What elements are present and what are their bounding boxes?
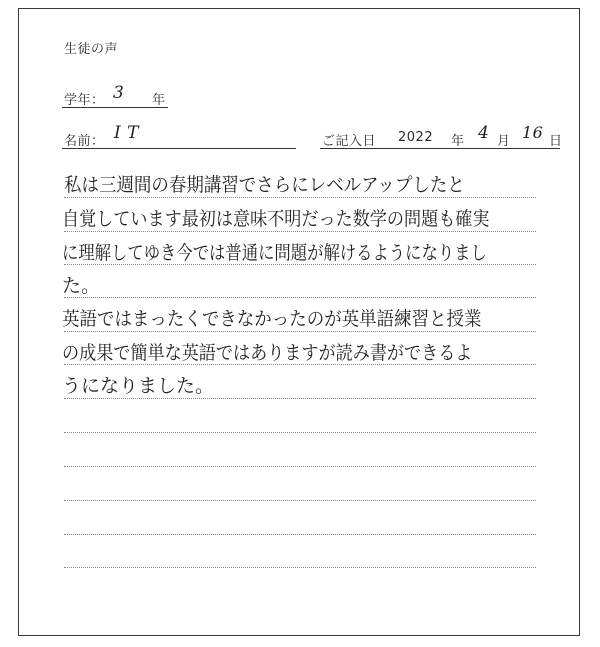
ruled-line [64, 364, 536, 365]
comment-line: 私は三週間の春期講習でさらにレベルアップしたと [64, 174, 465, 196]
grade-underline [62, 107, 168, 108]
month-unit: 月 [497, 134, 511, 149]
ruled-line [64, 398, 536, 399]
comment-line: 英語ではまったくできなかったのが英単語練習と授業 [62, 308, 482, 330]
ruled-line [64, 264, 536, 265]
ruled-line [64, 534, 536, 535]
ruled-line [64, 500, 536, 501]
year-unit: 年 [451, 134, 465, 149]
ruled-line [64, 466, 536, 467]
ruled-line [64, 197, 536, 198]
name-label: 名前： [64, 134, 105, 149]
name-underline [62, 148, 296, 149]
comment-line: に理解してゆき今では普通に問題が解けるようになりまし [62, 242, 487, 264]
ruled-line [64, 331, 536, 332]
ruled-line [64, 297, 536, 298]
form-title: 生徒の声 [64, 42, 119, 57]
comment-line: の成果で簡単な英語ではありますが読み書ができるよ [62, 342, 473, 364]
grade-label: 学年： [64, 93, 105, 108]
date-month: 4 [478, 123, 490, 143]
day-unit: 日 [549, 134, 563, 149]
grade-value: 3 [113, 83, 125, 103]
ruled-line [64, 432, 536, 433]
name-value: I T [114, 123, 139, 143]
ruled-line [64, 567, 536, 568]
comment-line: うになりました。 [62, 375, 215, 397]
date-year: 2022 [398, 130, 434, 145]
date-underline [320, 148, 560, 149]
comment-line: 自覚しています最初は意味不明だった数学の問題も確実 [62, 208, 490, 230]
comment-line: た。 [62, 275, 101, 297]
date-day: 16 [522, 123, 544, 142]
grade-suffix: 年 [152, 93, 166, 108]
date-label: ご記入日 [322, 134, 377, 149]
ruled-line [64, 231, 536, 232]
